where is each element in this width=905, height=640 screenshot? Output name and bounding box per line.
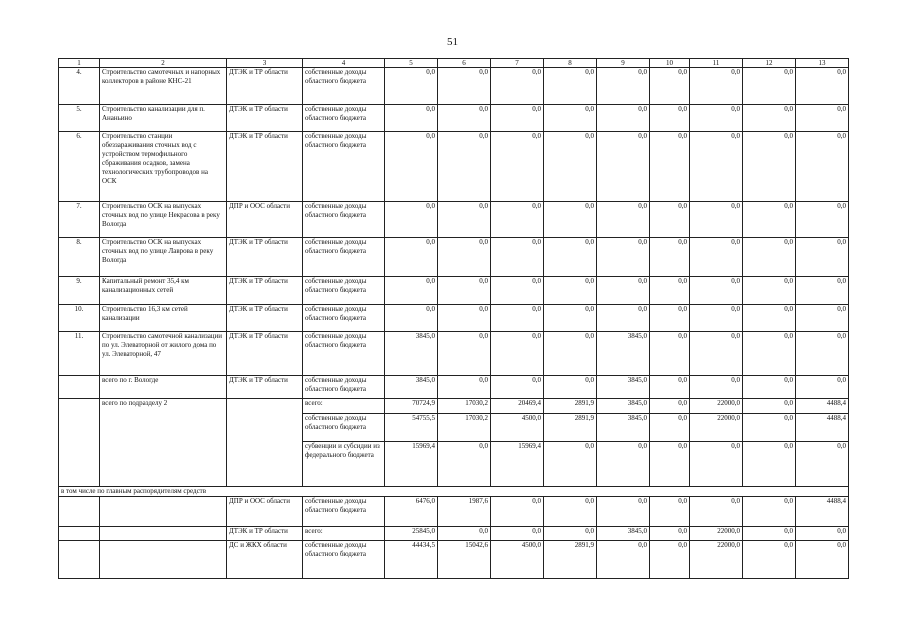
- table-row: [59, 305, 849, 332]
- value-cell-col-12: 0,0: [743, 132, 796, 202]
- value-cell-col-10: 0,0: [650, 497, 690, 527]
- table-row: [59, 202, 849, 238]
- row-source-cell: собственные доходы областного бюджета: [303, 305, 385, 332]
- value-cell-col-9: 0,0: [597, 238, 650, 277]
- row-source-cell: собственные доходы областного бюджета: [303, 332, 385, 376]
- value-cell-col-8: 0,0: [544, 68, 597, 105]
- value-cell-col-5: 0,0: [385, 132, 438, 202]
- value-cell-col-5: 0,0: [385, 277, 438, 305]
- row-name-cell: Капитальный ремонт 35,4 км канализационных сетей: [100, 277, 227, 305]
- value-cell-col-9: 3845,0: [597, 527, 650, 541]
- value-cell-col-6: 0,0: [438, 202, 491, 238]
- value-cell-col-7: 0,0: [491, 497, 544, 527]
- value-cell-col-9: 3845,0: [597, 414, 650, 442]
- value-cell-col-11: 22000,0: [690, 541, 743, 579]
- page-number: 51: [447, 36, 458, 48]
- header-cell-9: 9: [597, 59, 650, 68]
- value-cell-col-8: 0,0: [544, 376, 597, 399]
- value-cell-col-7: 0,0: [491, 376, 544, 399]
- value-cell-col-12: 0,0: [743, 202, 796, 238]
- value-cell-col-8: 2891,9: [544, 414, 597, 442]
- value-cell-col-9: 0,0: [597, 277, 650, 305]
- value-cell-col-9: 0,0: [597, 442, 650, 487]
- header-cell-11: 11: [690, 59, 743, 68]
- value-cell-col-6: 1987,6: [438, 497, 491, 527]
- value-cell-col-5: 0,0: [385, 202, 438, 238]
- row-number-cell: 6.: [59, 132, 100, 202]
- table-row: [59, 399, 849, 414]
- header-cell-8: 8: [544, 59, 597, 68]
- value-cell-col-7: 20469,4: [491, 399, 544, 414]
- row-name-cell: всего по подразделу 2: [100, 399, 227, 487]
- value-cell-col-11: 22000,0: [690, 414, 743, 442]
- value-cell-col-13: 0,0: [796, 541, 849, 579]
- row-source-cell: субвенции и субсидии из федерального бюджета: [303, 442, 385, 487]
- value-cell-col-7: 0,0: [491, 68, 544, 105]
- header-cell-7: 7: [491, 59, 544, 68]
- value-cell-col-12: 0,0: [743, 277, 796, 305]
- value-cell-col-11: 0,0: [690, 68, 743, 105]
- row-executor-cell: ДТЭК и ТР области: [227, 68, 303, 105]
- value-cell-col-8: 2891,9: [544, 541, 597, 579]
- row-number-cell: 11.: [59, 332, 100, 376]
- row-source-cell: собственные доходы областного бюджета: [303, 277, 385, 305]
- table-row: [59, 487, 849, 497]
- header-cell-4: 4: [303, 59, 385, 68]
- value-cell-col-5: 0,0: [385, 105, 438, 132]
- value-cell-col-7: 0,0: [491, 332, 544, 376]
- row-number-cell: [59, 527, 100, 541]
- value-cell-col-10: 0,0: [650, 399, 690, 414]
- value-cell-col-9: 0,0: [597, 68, 650, 105]
- value-cell-col-13: 0,0: [796, 277, 849, 305]
- value-cell-col-5: 25845,0: [385, 527, 438, 541]
- value-cell-col-5: 44434,5: [385, 541, 438, 579]
- value-cell-col-7: 0,0: [491, 527, 544, 541]
- value-cell-col-13: 0,0: [796, 442, 849, 487]
- value-cell-col-7: 0,0: [491, 105, 544, 132]
- value-cell-col-5: 15969,4: [385, 442, 438, 487]
- value-cell-col-6: 0,0: [438, 442, 491, 487]
- value-cell-col-11: 0,0: [690, 277, 743, 305]
- row-number-cell: 9.: [59, 277, 100, 305]
- row-source-cell: всего:: [303, 399, 385, 414]
- row-executor-cell: [227, 399, 303, 487]
- value-cell-col-7: 4500,0: [491, 414, 544, 442]
- value-cell-col-8: 0,0: [544, 238, 597, 277]
- value-cell-col-13: 0,0: [796, 202, 849, 238]
- row-name-cell: [100, 541, 227, 579]
- value-cell-col-10: 0,0: [650, 442, 690, 487]
- header-cell-13: 13: [796, 59, 849, 68]
- row-executor-cell: ДТЭК и ТР области: [227, 132, 303, 202]
- value-cell-col-13: 4488,4: [796, 497, 849, 527]
- table-row: [59, 376, 849, 399]
- row-number-cell: [59, 376, 100, 399]
- value-cell-col-7: 0,0: [491, 132, 544, 202]
- value-cell-col-5: 3845,0: [385, 332, 438, 376]
- value-cell-col-5: 0,0: [385, 68, 438, 105]
- table-row: [59, 277, 849, 305]
- row-name-cell: Строительство самотечных и напорных коллекторов в районе КНС-21: [100, 68, 227, 105]
- value-cell-col-7: 0,0: [491, 305, 544, 332]
- value-cell-col-10: 0,0: [650, 202, 690, 238]
- header-cell-3: 3: [227, 59, 303, 68]
- header-cell-5: 5: [385, 59, 438, 68]
- value-cell-col-7: 15969,4: [491, 442, 544, 487]
- value-cell-col-12: 0,0: [743, 414, 796, 442]
- value-cell-col-6: 15042,6: [438, 541, 491, 579]
- value-cell-col-9: 3845,0: [597, 399, 650, 414]
- row-name-cell: Строительство самотечной канализации по ул. Элеваторной от жилого дома по ул. Элеваторной, 47: [100, 332, 227, 376]
- value-cell-col-6: 0,0: [438, 527, 491, 541]
- value-cell-col-5: 54755,5: [385, 414, 438, 442]
- value-cell-col-11: 0,0: [690, 332, 743, 376]
- value-cell-col-12: 0,0: [743, 305, 796, 332]
- value-cell-col-11: 0,0: [690, 376, 743, 399]
- value-cell-col-11: 0,0: [690, 105, 743, 132]
- value-cell-col-8: 0,0: [544, 277, 597, 305]
- value-cell-col-11: 22000,0: [690, 399, 743, 414]
- value-cell-col-10: 0,0: [650, 414, 690, 442]
- value-cell-col-8: 0,0: [544, 305, 597, 332]
- row-source-cell: собственные доходы областного бюджета: [303, 202, 385, 238]
- value-cell-col-12: 0,0: [743, 68, 796, 105]
- value-cell-col-6: 0,0: [438, 238, 491, 277]
- table-row: [59, 105, 849, 132]
- header-cell-12: 12: [743, 59, 796, 68]
- value-cell-col-9: 0,0: [597, 497, 650, 527]
- value-cell-col-13: 0,0: [796, 68, 849, 105]
- row-executor-cell: ДТЭК и ТР области: [227, 305, 303, 332]
- value-cell-col-8: 0,0: [544, 105, 597, 132]
- row-name-cell: Строительство 16,3 км сетей канализации: [100, 305, 227, 332]
- row-number-cell: 8.: [59, 238, 100, 277]
- value-cell-col-8: 0,0: [544, 202, 597, 238]
- row-name-cell: Строительство станции обеззараживания сточных вод с устройством термофильного сбраживания осадков, замена технологических трубопроводов на ОСК: [100, 132, 227, 202]
- row-number-cell: 7.: [59, 202, 100, 238]
- value-cell-col-10: 0,0: [650, 105, 690, 132]
- value-cell-col-8: 0,0: [544, 132, 597, 202]
- row-source-cell: собственные доходы областного бюджета: [303, 376, 385, 399]
- value-cell-col-9: 0,0: [597, 541, 650, 579]
- row-name-cell: Строительство ОСК на выпусках сточных вод по улице Лаврова в реку Вологда: [100, 238, 227, 277]
- value-cell-col-11: 0,0: [690, 132, 743, 202]
- row-source-cell: собственные доходы областного бюджета: [303, 68, 385, 105]
- header-cell-2: 2: [100, 59, 227, 68]
- value-cell-col-13: 0,0: [796, 332, 849, 376]
- value-cell-col-10: 0,0: [650, 305, 690, 332]
- value-cell-col-9: 0,0: [597, 132, 650, 202]
- row-executor-cell: ДТЭК и ТР области: [227, 332, 303, 376]
- value-cell-col-12: 0,0: [743, 541, 796, 579]
- row-executor-cell: ДТЭК и ТР области: [227, 376, 303, 399]
- table-row: [59, 238, 849, 277]
- row-number-cell: 5.: [59, 105, 100, 132]
- value-cell-col-13: 4488,4: [796, 414, 849, 442]
- table-row: [59, 541, 849, 579]
- header-cell-6: 6: [438, 59, 491, 68]
- row-number-cell: [59, 497, 100, 527]
- row-executor-cell: ДТЭК и ТР области: [227, 105, 303, 132]
- row-name-cell: всего по г. Вологде: [100, 376, 227, 399]
- value-cell-col-6: 0,0: [438, 305, 491, 332]
- table-row: [59, 527, 849, 541]
- value-cell-col-10: 0,0: [650, 376, 690, 399]
- value-cell-col-8: 2891,9: [544, 399, 597, 414]
- value-cell-col-12: 0,0: [743, 442, 796, 487]
- header-cell-1: 1: [59, 59, 100, 68]
- value-cell-col-10: 0,0: [650, 541, 690, 579]
- value-cell-col-10: 0,0: [650, 68, 690, 105]
- value-cell-col-5: 3845,0: [385, 376, 438, 399]
- span-label-cell: в том числе по главным распорядителям средств: [59, 487, 849, 497]
- value-cell-col-12: 0,0: [743, 497, 796, 527]
- row-source-cell: всего:: [303, 527, 385, 541]
- value-cell-col-12: 0,0: [743, 527, 796, 541]
- value-cell-col-8: 0,0: [544, 332, 597, 376]
- value-cell-col-7: 0,0: [491, 277, 544, 305]
- row-name-cell: Строительство ОСК на выпусках сточных вод по улице Некрасова в реку Вологда: [100, 202, 227, 238]
- row-executor-cell: ДТЭК и ТР области: [227, 238, 303, 277]
- value-cell-col-9: 0,0: [597, 305, 650, 332]
- value-cell-col-11: 22000,0: [690, 527, 743, 541]
- value-cell-col-7: 0,0: [491, 238, 544, 277]
- value-cell-col-11: 0,0: [690, 202, 743, 238]
- value-cell-col-12: 0,0: [743, 105, 796, 132]
- value-cell-col-6: 17030,2: [438, 399, 491, 414]
- row-source-cell: собственные доходы областного бюджета: [303, 238, 385, 277]
- budget-table: [58, 58, 849, 579]
- value-cell-col-12: 0,0: [743, 399, 796, 414]
- row-executor-cell: ДТЭК и ТР области: [227, 527, 303, 541]
- value-cell-col-9: 0,0: [597, 105, 650, 132]
- row-number-cell: [59, 541, 100, 579]
- value-cell-col-12: 0,0: [743, 376, 796, 399]
- value-cell-col-6: 0,0: [438, 105, 491, 132]
- row-source-cell: собственные доходы областного бюджета: [303, 497, 385, 527]
- value-cell-col-5: 6476,0: [385, 497, 438, 527]
- value-cell-col-6: 0,0: [438, 277, 491, 305]
- row-number-cell: 4.: [59, 68, 100, 105]
- value-cell-col-13: 4488,4: [796, 399, 849, 414]
- value-cell-col-13: 0,0: [796, 132, 849, 202]
- row-executor-cell: ДТЭК и ТР области: [227, 277, 303, 305]
- value-cell-col-13: 0,0: [796, 376, 849, 399]
- value-cell-col-11: 0,0: [690, 305, 743, 332]
- table-row: [59, 132, 849, 202]
- row-source-cell: собственные доходы областного бюджета: [303, 132, 385, 202]
- value-cell-col-10: 0,0: [650, 238, 690, 277]
- value-cell-col-10: 0,0: [650, 132, 690, 202]
- value-cell-col-6: 17030,2: [438, 414, 491, 442]
- value-cell-col-12: 0,0: [743, 238, 796, 277]
- value-cell-col-6: 0,0: [438, 132, 491, 202]
- value-cell-col-5: 0,0: [385, 305, 438, 332]
- value-cell-col-10: 0,0: [650, 527, 690, 541]
- table-row: [59, 332, 849, 376]
- value-cell-col-13: 0,0: [796, 238, 849, 277]
- value-cell-col-10: 0,0: [650, 332, 690, 376]
- value-cell-col-5: 0,0: [385, 238, 438, 277]
- row-name-cell: [100, 527, 227, 541]
- value-cell-col-6: 0,0: [438, 68, 491, 105]
- value-cell-col-13: 0,0: [796, 305, 849, 332]
- row-name-cell: Строительство канализации для п. Ананьино: [100, 105, 227, 132]
- value-cell-col-10: 0,0: [650, 277, 690, 305]
- value-cell-col-9: 0,0: [597, 202, 650, 238]
- value-cell-col-6: 0,0: [438, 376, 491, 399]
- value-cell-col-11: 0,0: [690, 497, 743, 527]
- value-cell-col-7: 4500,0: [491, 541, 544, 579]
- header-cell-10: 10: [650, 59, 690, 68]
- value-cell-col-12: 0,0: [743, 332, 796, 376]
- value-cell-col-5: 70724,9: [385, 399, 438, 414]
- value-cell-col-6: 0,0: [438, 332, 491, 376]
- row-source-cell: собственные доходы областного бюджета: [303, 541, 385, 579]
- value-cell-col-13: 0,0: [796, 527, 849, 541]
- row-executor-cell: ДПР и ООС области: [227, 202, 303, 238]
- value-cell-col-8: 0,0: [544, 527, 597, 541]
- row-number-cell: [59, 399, 100, 487]
- value-cell-col-9: 3845,0: [597, 376, 650, 399]
- table-row: [59, 497, 849, 527]
- row-source-cell: собственные доходы областного бюджета: [303, 105, 385, 132]
- table-row: [59, 68, 849, 105]
- value-cell-col-8: 0,0: [544, 442, 597, 487]
- value-cell-col-7: 0,0: [491, 202, 544, 238]
- row-executor-cell: ДС и ЖКХ области: [227, 541, 303, 579]
- value-cell-col-8: 0,0: [544, 497, 597, 527]
- value-cell-col-9: 3845,0: [597, 332, 650, 376]
- value-cell-col-11: 0,0: [690, 238, 743, 277]
- row-executor-cell: ДПР и ООС области: [227, 497, 303, 527]
- value-cell-col-13: 0,0: [796, 105, 849, 132]
- row-name-cell: [100, 497, 227, 527]
- row-number-cell: 10.: [59, 305, 100, 332]
- row-source-cell: собственные доходы областного бюджета: [303, 414, 385, 442]
- header-row: [59, 59, 849, 68]
- value-cell-col-11: 0,0: [690, 442, 743, 487]
